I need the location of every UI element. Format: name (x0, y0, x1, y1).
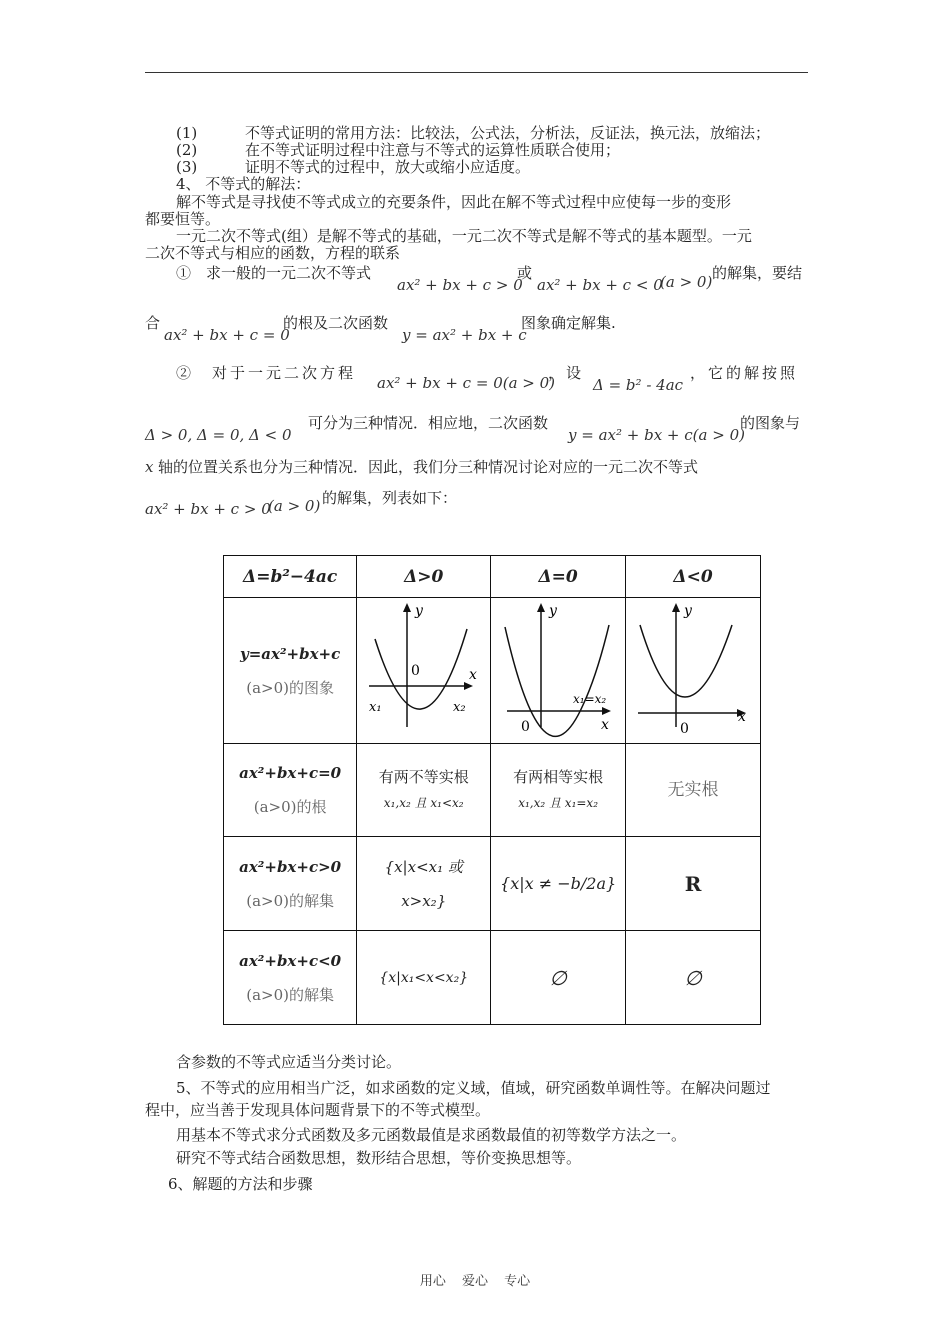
y-axis-label: y (414, 602, 423, 619)
row-label (224, 598, 357, 744)
parabola-no-root-graph (628, 599, 758, 739)
x-axis-label: x (601, 716, 610, 733)
item-3-text: 证明不等式的过程中，放大或缩小应适度。 (245, 158, 531, 176)
solution-set-cell: {x|x ≠ −b/2a} (491, 837, 626, 931)
equation-with-condition: ax² + bx + c = 0(a > 0) (377, 374, 556, 392)
paragraph-text: 或 (517, 264, 533, 282)
paragraph-line: 一元二次不等式(组）是解不等式的基础，一元二次不等式是解不等式的基本题型。一元 (176, 227, 752, 245)
item-1-text: 不等式证明的常用方法：比较法，公式法，分析法，反证法，换元法，放缩法； (245, 124, 771, 142)
graph-cell (491, 598, 626, 744)
graph-cell (357, 598, 491, 744)
roots-cell (491, 744, 626, 837)
paragraph-text: 可分为三种情况．相应地，二次函数 (308, 414, 549, 432)
paragraph-text: ② 对于一元二次方程 (176, 364, 357, 382)
item-1-number: (1) (176, 124, 198, 142)
footer-word: 专心 (504, 1274, 531, 1289)
row-label-caption: (a>0)的解集 (246, 985, 334, 1004)
row-label-caption: (a>0)的解集 (246, 891, 334, 910)
parabola-two-roots-graph (359, 599, 489, 739)
inequality-gt: ax² + bx + c > 0 (145, 500, 271, 518)
row-label-formula: y=ax²+bx+c (240, 644, 341, 663)
roots-cell: 无实根 (626, 744, 761, 837)
roots-detail: x₁,x₂ 且 x₁=x₂ (518, 796, 599, 810)
y-axis-label: y (549, 602, 558, 619)
paragraph-line: 研究不等式结合函数思想，数形结合思想，等价变换思想等。 (176, 1149, 582, 1167)
empty-set-cell: ∅ (491, 931, 626, 1025)
paragraph-text: 轴的位置关系也分为三种情况．因此，我们分三种情况讨论对应的一元二次不等式 (158, 458, 699, 476)
root-x2-label: x₂ (452, 699, 466, 715)
table-row-lt-solution (224, 931, 761, 1025)
paragraph-line: 二次不等式与相应的函数，方程的联系 (145, 244, 401, 262)
page-footer (0, 1270, 950, 1289)
solution-set-cell (357, 837, 491, 931)
section-6-heading: 6、解题的方法和步骤 (168, 1175, 313, 1193)
footer-word: 爱心 (461, 1274, 488, 1289)
table-header-row (224, 556, 761, 598)
solution-set-cell: R (626, 837, 761, 931)
empty-set-cell: ∅ (626, 931, 761, 1025)
origin-label: 0 (521, 718, 531, 735)
footer-word: 用心 (419, 1274, 446, 1289)
paragraph-text: 的解集，要结 (712, 264, 803, 282)
row-label (224, 744, 357, 837)
paragraph-line: 含参数的不等式应适当分类讨论。 (176, 1053, 402, 1071)
table-row-roots (224, 744, 761, 837)
parabola-double-root-graph (493, 599, 623, 739)
origin-label: 0 (410, 662, 420, 679)
row-label-formula: ax²+bx+c>0 (239, 857, 342, 876)
origin-label: 0 (680, 720, 689, 737)
paragraph-text: 的图象与 (740, 414, 801, 432)
item-3-number: (3) (176, 158, 198, 176)
paragraph-line: 用基本不等式求分式函数及多元函数最值是求函数最值的初等数学方法之一。 (176, 1126, 687, 1144)
double-root-label: x₁=x₂ (573, 691, 607, 706)
roots-detail: x₁,x₂ 且 x₁<x₂ (383, 796, 464, 810)
solution-table (223, 555, 761, 1025)
solution-set-cell: {x|x₁<x<x₂} (357, 931, 491, 1025)
paragraph-line: 程中，应当善于发现具体问题背景下的不等式模型。 (145, 1101, 491, 1119)
y-axis-label: y (684, 602, 692, 619)
header-cell: Δ>0 (357, 556, 491, 598)
a-positive-condition: (a > 0) (268, 497, 321, 515)
header-cell: Δ<0 (626, 556, 761, 598)
row-label (224, 931, 357, 1025)
x-variable: x (145, 458, 154, 476)
roots-cell (357, 744, 491, 837)
paragraph-text: 合 (145, 314, 161, 332)
inequality-lt: ax² + bx + c < 0 (537, 276, 663, 294)
paragraph-line: ① 求一般的一元二次不等式 (176, 264, 372, 282)
x-axis-label: x (738, 708, 746, 725)
row-label-caption: (a>0)的根 (253, 798, 327, 816)
discriminant-cases: Δ > 0, Δ = 0, Δ < 0 (145, 426, 292, 444)
paragraph-text: 图象确定解集. (521, 314, 616, 332)
equation-zero: ax² + bx + c = 0 (164, 326, 290, 344)
paragraph-line: 解不等式是寻找使不等式成立的充要条件，因此在解不等式过程中应使每一步的变形 (176, 193, 732, 211)
paragraph-text: 的解集，列表如下： (322, 489, 458, 507)
table-row-gt-solution (224, 837, 761, 931)
roots-description: 有两不等实根 (378, 768, 469, 786)
inequality-gt: ax² + bx + c > 0 (397, 276, 523, 294)
x-axis-label: x (468, 666, 477, 683)
quadratic-function: y = ax² + bx + c (402, 326, 527, 344)
graph-cell (626, 598, 761, 744)
row-label-formula: ax²+bx+c=0 (239, 764, 342, 782)
paragraph-text: 的根及二次函数 (283, 314, 389, 332)
a-positive-condition: (a > 0) (660, 273, 713, 291)
solution-set-part: {x|x<x₁ 或 (384, 857, 463, 876)
item-2-number: (2) (176, 141, 198, 159)
paragraph-text: ，它的解按照 (690, 364, 799, 382)
paragraph-text: ，设 (548, 364, 585, 382)
paragraph-line: 都要恒等。 (145, 210, 221, 228)
solution-set-part: x>x₂} (401, 891, 447, 910)
header-rule (145, 72, 808, 73)
discriminant: Δ = b² - 4ac (593, 376, 684, 394)
roots-description: 有两相等实根 (513, 768, 604, 786)
table-row-graph (224, 598, 761, 744)
row-label-formula: ax²+bx+c<0 (239, 951, 342, 970)
item-2-text: 在不等式证明过程中注意与不等式的运算性质联合使用； (245, 141, 621, 159)
root-x1-label: x₁ (368, 699, 382, 715)
section-4-heading: 4、 不等式的解法： (176, 175, 311, 193)
row-label (224, 837, 357, 931)
header-cell: Δ=b²−4ac (224, 556, 357, 598)
row-label-caption: (a>0)的图象 (246, 678, 334, 697)
header-cell: Δ=0 (491, 556, 626, 598)
function-with-condition: y = ax² + bx + c(a > 0) (568, 426, 745, 444)
paragraph-line: 5、不等式的应用相当广泛，如求函数的定义域，值域，研究函数单调性等。在解决问题过 (176, 1079, 771, 1097)
